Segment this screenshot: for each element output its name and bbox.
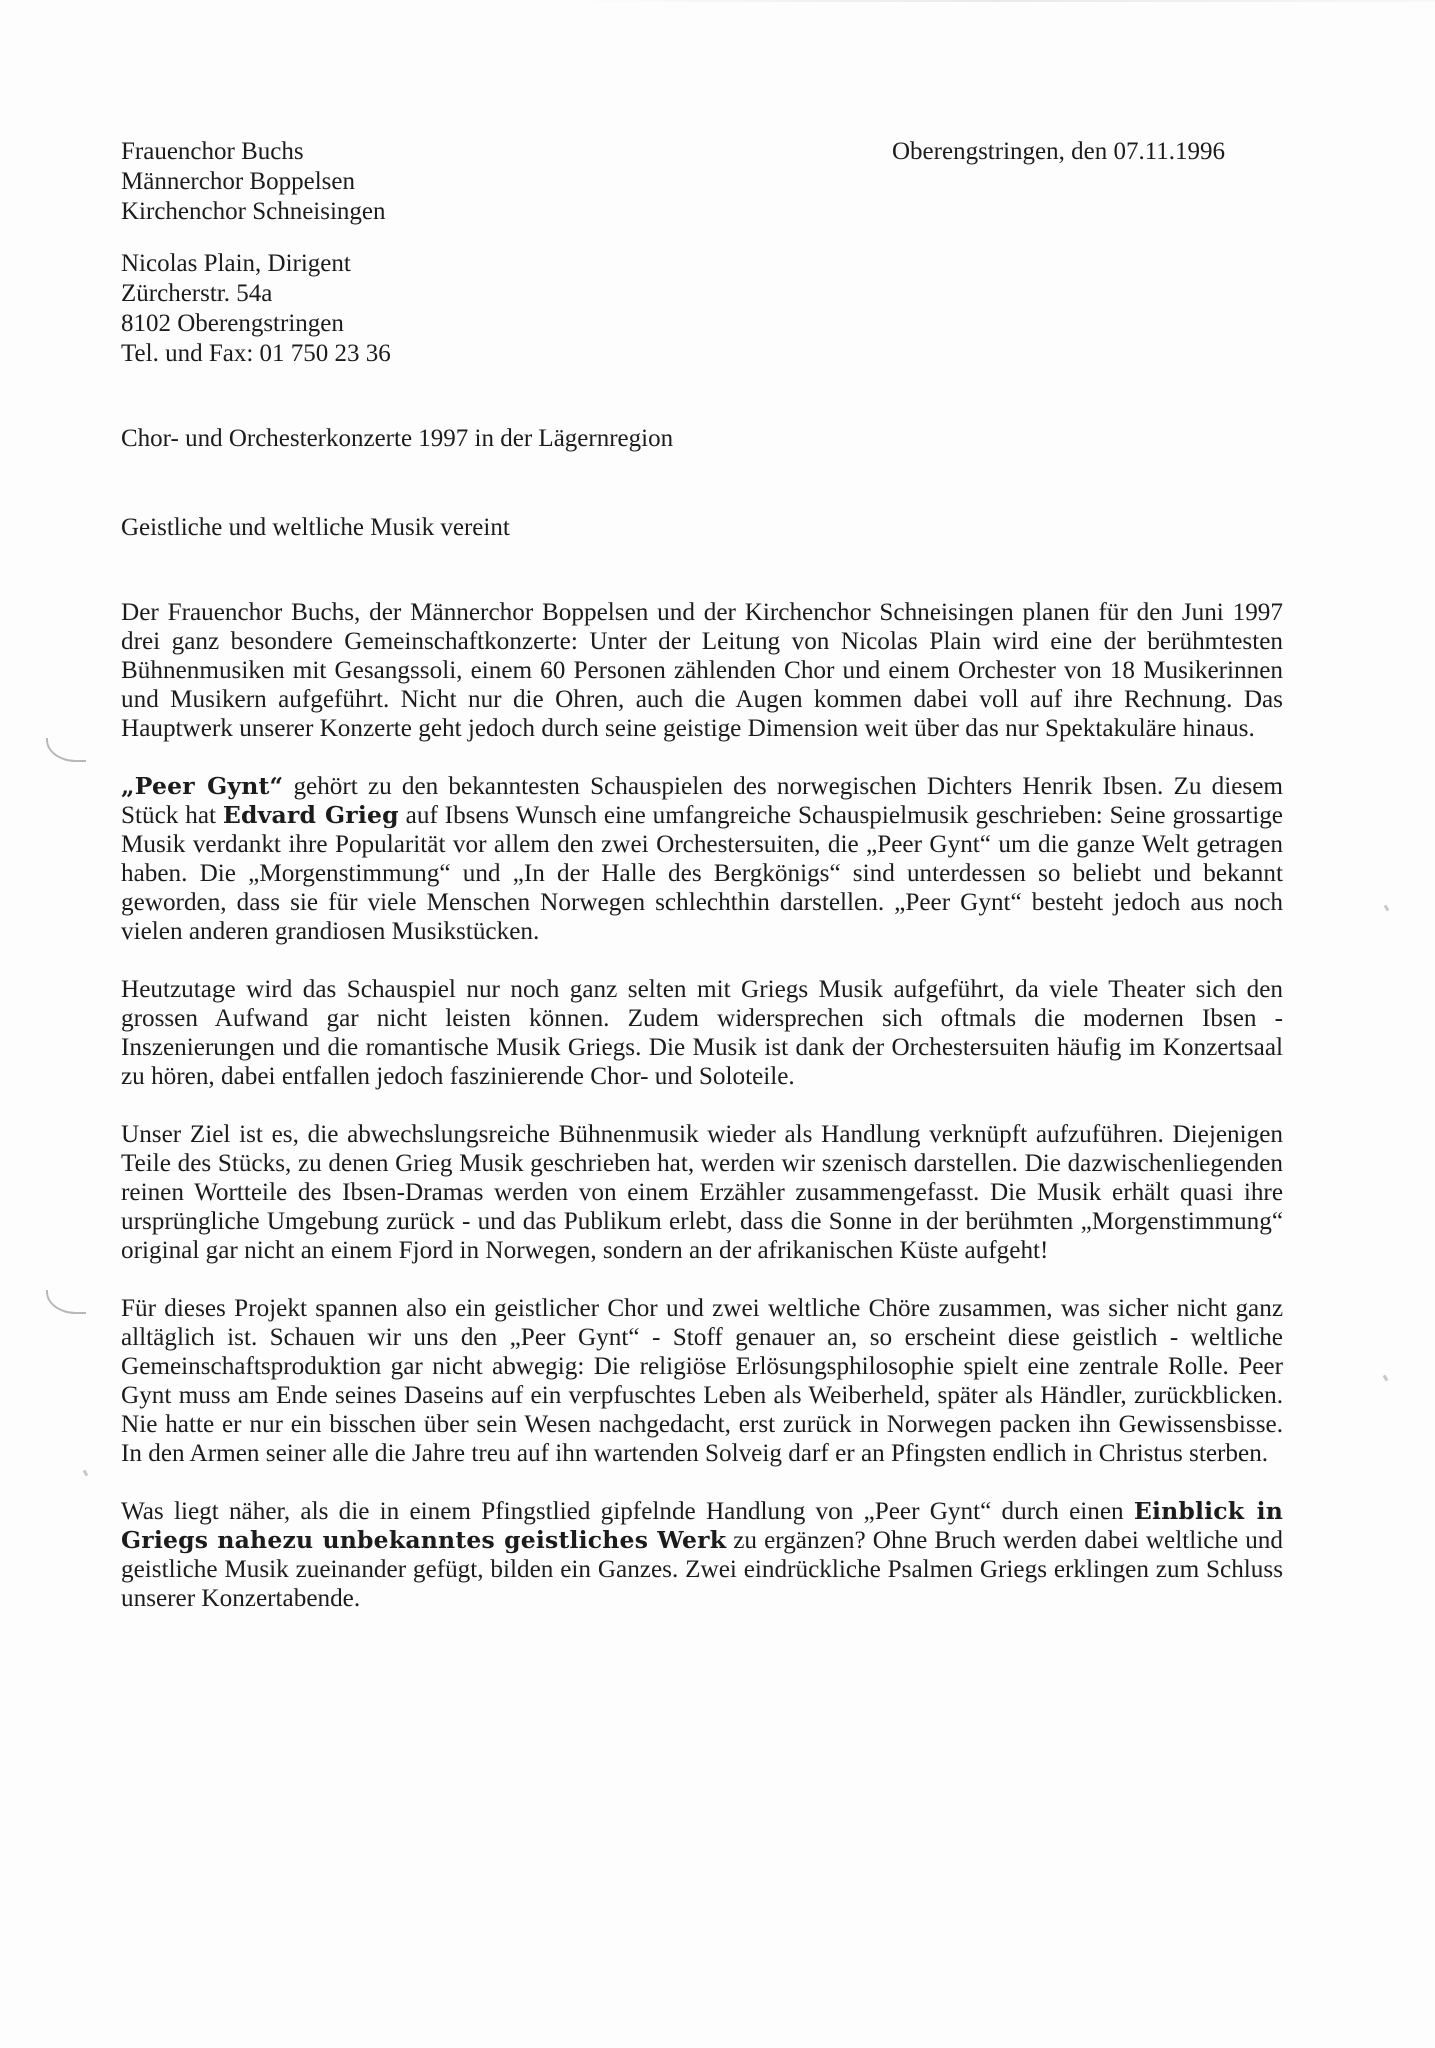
bold-term: Edvard Grieg [222,801,399,829]
contact-line: 8102 Oberengstringen [121,310,344,337]
sender-line: Frauenchor Buchs [121,138,304,165]
contact-line: Zürcherstr. 54a [121,280,273,307]
sender-line: Kirchenchor Schneisingen [121,198,386,225]
sender-block [121,137,541,227]
paragraph-peer-gynt [121,772,1283,946]
punch-hole-mark [46,1290,86,1314]
bold-term: Einblick in Griegs nahezu unbekanntes geistliches Werk [121,1497,1284,1554]
letter-subject: Chor- und Orchesterkonzerte 1997 in der Lägernregion [121,425,674,452]
paragraph-closing [121,1497,1283,1613]
scan-edge [560,0,1435,2]
scan-speck [1383,1375,1389,1382]
paragraph-goal: Unser Ziel ist es, die abwechslungsreiche Bühnenmusik wieder als Handlung verknüpft aufzuführen. Diejenigen Teile des Stücks, zu denen Grieg Musik geschrieben hat, werden wir szenisch darstellen. Die dazwischenliegenden reinen Wortteile des Ibsen-Dramas werden von einem Erzähler zusammengefasst. Die Musik erhält quasi ihre ursprüngliche Umgebung zurück - und das Publikum erlebt, dass die Sonne in der berühmten „Morgenstimmung“ original gar nicht an einem Fjord in Norwegen, sondern an der afrikanischen Küste aufgeht! [121,1121,1283,1264]
scan-speck [1384,905,1390,912]
scan-speck [83,1470,89,1477]
paragraph-text: zu ergänzen? Ohne Bruch werden dabei weltliche und geistliche Musik zueinander gefügt, bilden ein Ganzes. Zwei eindrückliche Psalmen Griegs erklingen zum Schluss unserer Konzertabende. [121,1527,1283,1612]
letter-date: Oberengstringen, den 07.11.1996 [892,138,1226,165]
contact-line: Tel. und Fax: 01 750 23 36 [121,340,391,367]
paragraph-text: auf Ibsens Wunsch eine umfangreiche Schauspielmusik geschrieben: Seine grossartige Musik verdankt ihre Popularität vor allem den zwei Orchestersuiten, die „Peer Gynt“ um die ganze Welt getragen haben. Die „Morgenstimmung“ und „In der Halle des Bergkönigs“ sind unterdessen so beliebt und bekannt geworden, dass sie für viele Menschen Norwegen schlechthin darstellen. „Peer Gynt“ besteht jedoch aus noch vielen anderen grandiosen Musikstücken. [121,802,1283,945]
sender-line: Männerchor Boppelsen [121,168,355,195]
contact-block [121,249,391,369]
letter-body [121,598,1283,1642]
bold-term: „Peer Gynt“ [121,772,284,800]
paragraph-intro: Der Frauenchor Buchs, der Männerchor Boppelsen und der Kirchenchor Schneisingen planen für den Juni 1997 drei ganz besondere Gemeinschaftkonzerte: Unter der Leitung von Nicolas Plain wird eine der berühmtesten Bühnenmusiken mit Gesangssoli, einem 60 Personen zählenden Chor und einem Orchester von 18 Musikerinnen und Musikern aufgeführt. Nicht nur die Ohren, auch die Augen kommen dabei voll auf ihre Rechnung. Das Hauptwerk unserer Konzerte geht jedoch durch seine geistige Dimension weit über das nur Spektakuläre hinaus. [121,599,1283,742]
paragraph-today: Heutzutage wird das Schauspiel nur noch ganz selten mit Griegs Musik aufgeführt, da viele Theater sich den grossen Aufwand gar nicht leisten können. Zudem widersprechen sich oftmals die modernen Ibsen - Inszenierungen und die romantische Musik Griegs. Die Musik ist dank der Orchestersuiten häufig im Konzertsaal zu hören, dabei entfallen jedoch faszinierende Chor- und Soloteile. [121,976,1283,1090]
paragraph-project: Für dieses Projekt spannen also ein geistlicher Chor und zwei weltliche Chöre zusammen, was sicher nicht ganz alltäglich ist. Schauen wir uns den „Peer Gynt“ - Stoff genauer an, so erscheint diese geistlich - weltliche Gemeinschaftsproduktion gar nicht abwegig: Die religiöse Erlösungsphilosophie spielt eine zentrale Rolle. Peer Gynt muss am Ende seines Daseins auf ein verpfuschtes Leben als Weiberheld, später als Händler, zurückblicken. Nie hatte er nur ein bisschen über sein Wesen nachgedacht, erst zurück in Norwegen packen ihn Gewissensbisse. In den Armen seiner alle die Jahre treu auf ihn wartenden Solveig darf er an Pfingsten endlich in Christus sterben. [121,1295,1283,1467]
letter-headline: Geistliche und weltliche Musik vereint [121,514,510,541]
contact-line: Nicolas Plain, Dirigent [121,250,351,277]
paragraph-text: gehört zu den bekanntesten Schauspielen des norwegischen Dichters Henrik Ibsen. Zu diesem Stück hat [121,773,1284,829]
punch-hole-mark [46,738,86,762]
paragraph-text: Was liegt näher, als die in einem Pfingstlied gipfelnde Handlung von „Peer Gynt“ durch einen [121,1498,1134,1525]
